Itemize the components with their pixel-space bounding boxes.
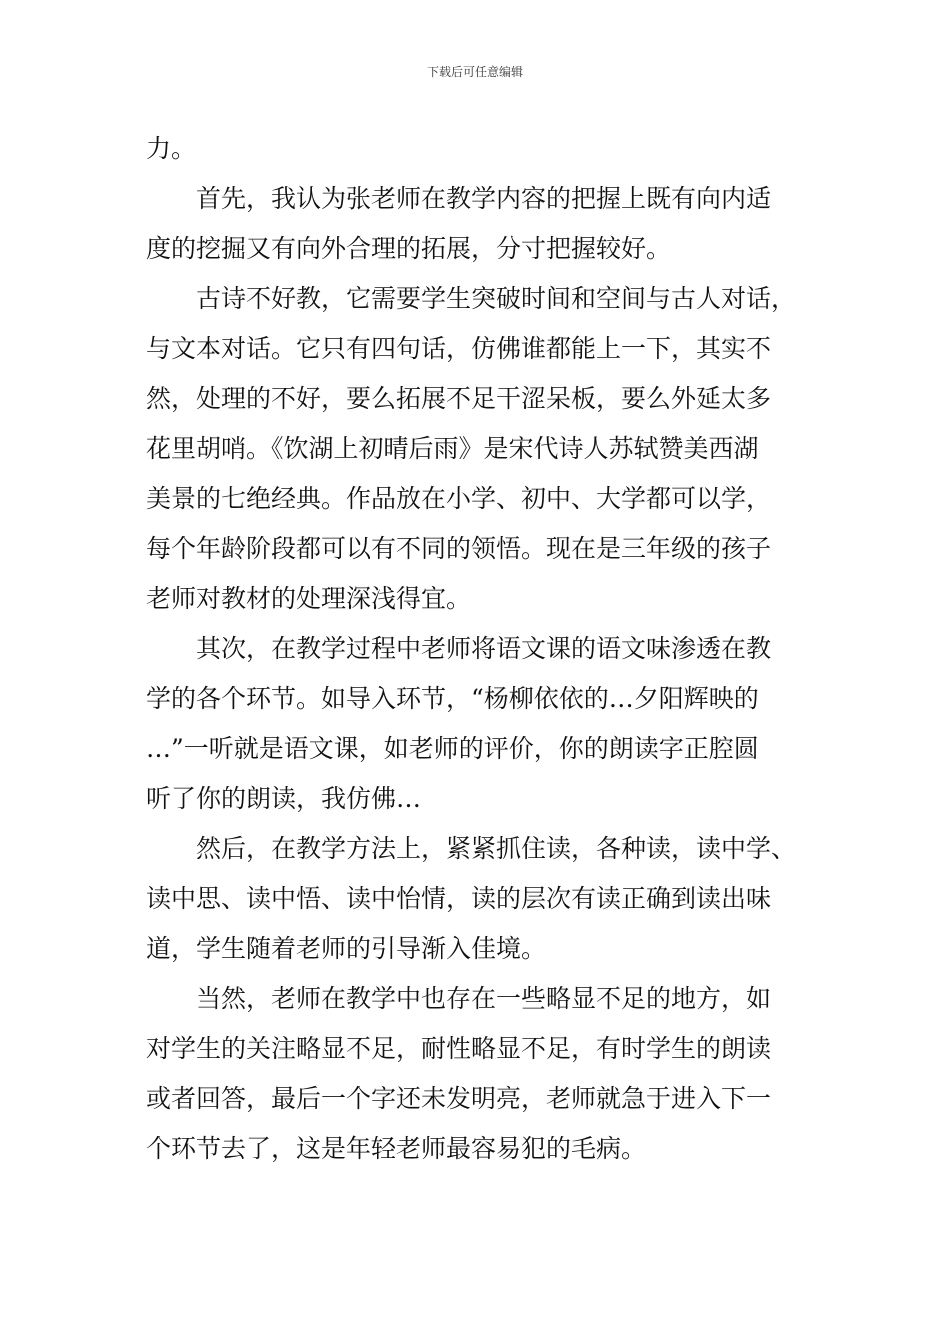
text-line: 然，处理的不好，要么拓展不足干涩呆板，要么外延太多 bbox=[146, 384, 772, 413]
text-line: 然后，在教学方法上，紧紧抓住读，各种读，读中学、 bbox=[196, 834, 797, 863]
text-line: 读中思、读中悟、读中怡情，读的层次有读正确到读出味 bbox=[146, 884, 772, 913]
text-line: 学的各个环节。如导入环节，“杨柳依依的…夕阳辉映的 bbox=[146, 684, 759, 713]
text-line: 力。 bbox=[146, 134, 197, 163]
text-line: 道，学生随着老师的引导渐入佳境。 bbox=[146, 934, 547, 963]
text-line: 个环节去了，这是年轻老师最容易犯的毛病。 bbox=[146, 1134, 647, 1163]
text-line: 对学生的关注略显不足，耐性略显不足，有时学生的朗读 bbox=[146, 1034, 772, 1063]
text-line: 或者回答，最后一个字还未发明亮，老师就急于进入下一 bbox=[146, 1084, 772, 1113]
text-line: 古诗不好教，它需要学生突破时间和空间与古人对话， bbox=[196, 284, 797, 313]
page-header: 下载后可任意编辑 bbox=[426, 65, 523, 79]
document-body bbox=[146, 124, 810, 1174]
text-line: 度的挖掘又有向外合理的拓展，分寸把握较好。 bbox=[146, 234, 672, 263]
text-line: 当然，老师在教学中也存在一些略显不足的地方，如 bbox=[196, 984, 772, 1013]
text-line: 花里胡哨。《饮湖上初晴后雨》是宋代诗人苏轼赞美西湖 bbox=[146, 434, 759, 463]
text-line: 每个年龄阶段都可以有不同的领悟。现在是三年级的孩子 bbox=[146, 534, 772, 563]
text-line: 其次，在教学过程中老师将语文课的语文味渗透在教 bbox=[196, 634, 772, 663]
text-line: 听了你的朗读，我仿佛… bbox=[146, 784, 422, 813]
text-line: 首先，我认为张老师在教学内容的把握上既有向内适 bbox=[196, 184, 772, 213]
text-line: 老师对教材的处理深浅得宜。 bbox=[146, 584, 472, 613]
text-line: 美景的七绝经典。作品放在小学、初中、大学都可以学， bbox=[146, 484, 772, 513]
text-line: 与文本对话。它只有四句话，仿佛谁都能上一下，其实不 bbox=[146, 334, 772, 363]
text-line: …”一听就是语文课，如老师的评价，你的朗读字正腔圆 bbox=[146, 734, 759, 763]
